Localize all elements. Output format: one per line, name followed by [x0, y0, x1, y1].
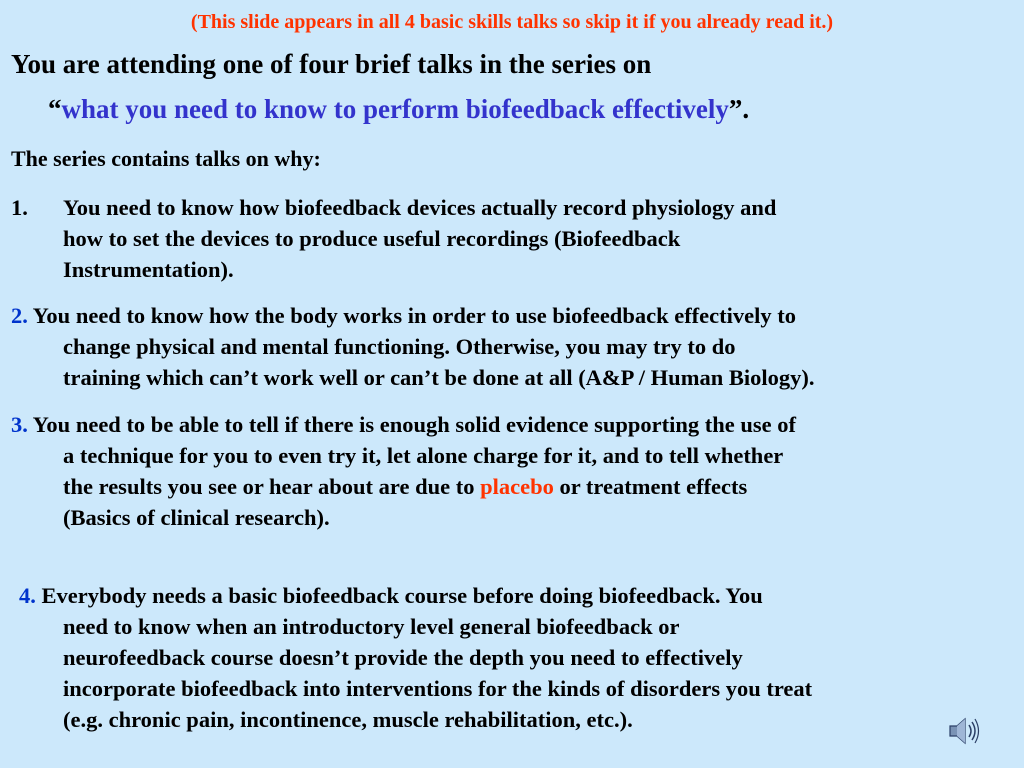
list-item-line: (Basics of clinical research).: [63, 505, 330, 530]
placebo-highlight: placebo: [480, 474, 554, 499]
list-item-3: [11, 409, 1016, 533]
slide-note: (This slide appears in all 4 basic skills talks so skip it if you already read it.): [190, 11, 834, 33]
close-quote: ”.: [728, 94, 750, 124]
list-item-line: (e.g. chronic pain, incontinence, muscle rehabilitation, etc.).: [63, 707, 633, 732]
list-item-line: [11, 471, 1016, 502]
list-item-line: incorporate biofeedback into interventions for the kinds of disorders you treat: [63, 676, 813, 701]
list-item-line: [11, 192, 1016, 223]
speaker-icon-graphic: [946, 714, 980, 748]
item-text: You need to know how the body works in order to use biofeedback effectively to: [32, 303, 797, 328]
list-item-line: change physical and mental functioning. Otherwise, you may try to do: [63, 334, 736, 359]
list-item-line: need to know when an introductory level general biofeedback or: [63, 614, 680, 639]
list-item-line: neurofeedback course doesn’t provide the depth you need to effectively: [63, 645, 743, 670]
item-number: 3.: [11, 412, 28, 437]
list-item-line: training which can’t work well or can’t be done at all (A&P / Human Biology).: [63, 365, 815, 390]
list-item-line: [11, 409, 1016, 440]
list-item-4: [19, 580, 1024, 735]
item-text: Everybody needs a basic biofeedback course before doing biofeedback. You: [41, 583, 763, 608]
list-item-line: Instrumentation).: [63, 257, 234, 282]
item-number: 4.: [19, 583, 36, 608]
list-item-1: [11, 192, 1016, 285]
item-text: You need to be able to tell if there is enough solid evidence supporting the use of: [32, 412, 797, 437]
list-item-line: how to set the devices to produce useful recordings (Biofeedback: [63, 226, 681, 251]
series-heading: The series contains talks on why:: [11, 146, 321, 171]
list-item-2: [11, 300, 1016, 393]
open-quote: “: [48, 94, 62, 124]
list-item-line: [11, 300, 1016, 331]
item-text: You need to know how biofeedback devices actually record physiology and: [63, 195, 777, 220]
list-item-line: a technique for you to even try it, let alone charge for it, and to tell whether: [63, 443, 784, 468]
intro-line: You are attending one of four brief talks in the series on: [11, 49, 652, 79]
series-title-line: [48, 92, 749, 126]
item-text: or treatment effects: [553, 474, 748, 499]
list-item-line: [19, 580, 1024, 611]
item-text: the results you see or hear about are due to: [63, 474, 481, 499]
item-number: 1.: [11, 195, 28, 220]
speaker-icon[interactable]: [946, 714, 980, 748]
item-number: 2.: [11, 303, 28, 328]
series-title: what you need to know to perform biofeedback effectively: [61, 94, 729, 124]
